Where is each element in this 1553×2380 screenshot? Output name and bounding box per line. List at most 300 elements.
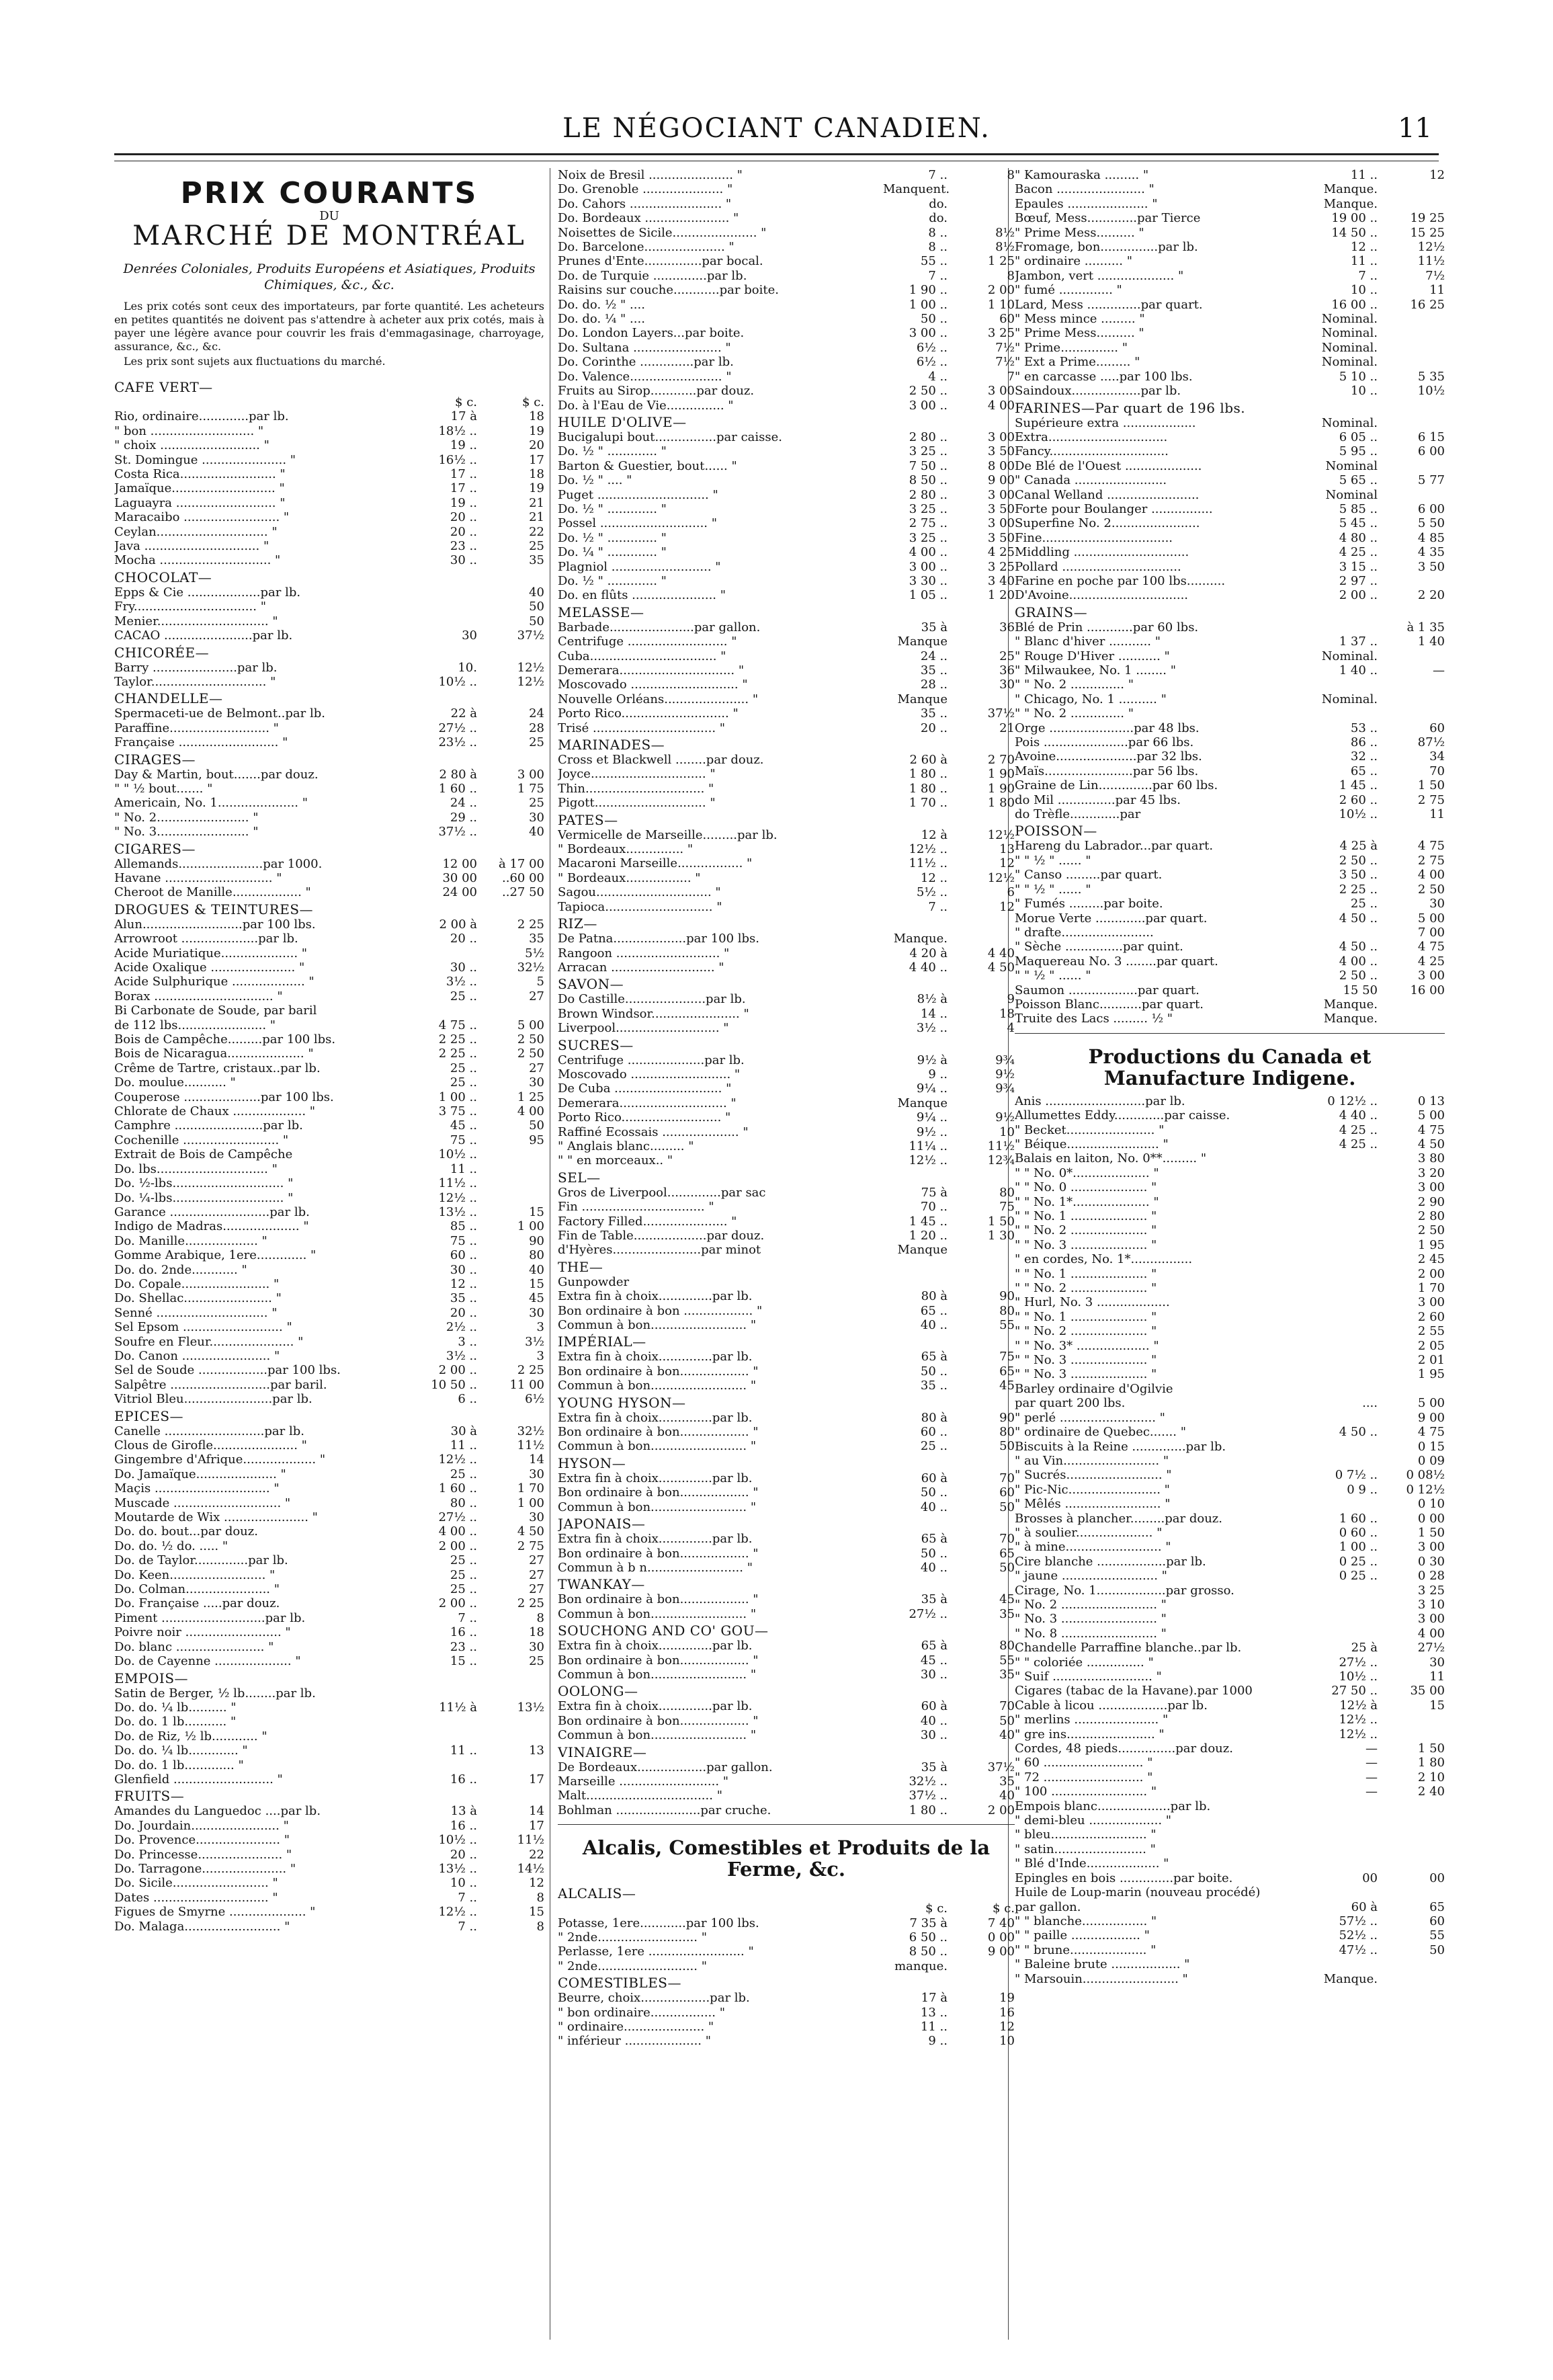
price-low: 7 50 .. bbox=[909, 458, 948, 473]
price-row bbox=[1015, 341, 1445, 355]
price-row bbox=[558, 1901, 1015, 1916]
item-label: Do. Malaga......................... " bbox=[114, 1919, 290, 1934]
header-rule bbox=[114, 153, 1439, 161]
item-label: Senné ............................. " bbox=[114, 1305, 278, 1320]
price-high: 1 50 bbox=[1417, 1525, 1445, 1540]
price-row bbox=[114, 553, 544, 567]
price-low: Nominal. bbox=[1321, 649, 1378, 663]
item-label: Saindoux..................par lb. bbox=[1015, 384, 1181, 399]
item-label: Bon ordinaire à bon.................. " bbox=[558, 1485, 759, 1500]
price-row bbox=[558, 1485, 1015, 1500]
price-low: — bbox=[1366, 1770, 1378, 1784]
price-row bbox=[114, 1743, 544, 1758]
item-label: Canelle ..........................par lb. bbox=[114, 1424, 304, 1438]
price-row bbox=[1015, 326, 1445, 340]
price-row bbox=[558, 2020, 1015, 2034]
price-high: 25 bbox=[529, 735, 544, 750]
price-row bbox=[558, 1653, 1015, 1668]
price-high: 1 90 bbox=[987, 781, 1015, 796]
price-high: 2 00 bbox=[987, 283, 1015, 298]
item-label: Marseille .......................... " bbox=[558, 1774, 729, 1789]
price-high: 36 bbox=[999, 620, 1015, 634]
price-low: 4 25 .. bbox=[1339, 1137, 1378, 1151]
price-row bbox=[114, 735, 544, 749]
price-low: 11½ .. bbox=[909, 856, 948, 871]
item-label: " Suif .......................... " bbox=[1015, 1670, 1162, 1684]
item-label: Brosses à plancher.........par douz. bbox=[1015, 1511, 1222, 1526]
price-low: 20 .. bbox=[920, 721, 948, 735]
price-row bbox=[114, 424, 544, 438]
price-low: 30 à bbox=[450, 1424, 477, 1438]
price-low: Manque. bbox=[893, 932, 948, 946]
price-row bbox=[558, 828, 1015, 842]
price-row bbox=[114, 1876, 544, 1890]
price-high: 4 50 bbox=[987, 960, 1015, 975]
price-row bbox=[1015, 997, 1445, 1012]
price-low: 8½ à bbox=[917, 992, 948, 1007]
price-low: — bbox=[1366, 1784, 1378, 1799]
price-row bbox=[114, 721, 544, 735]
item-label: Do. Française .....par douz. bbox=[114, 1596, 280, 1611]
price-high: 14½ bbox=[517, 1861, 544, 1876]
price-low: 47½ .. bbox=[1339, 1942, 1378, 1957]
price-row bbox=[114, 1205, 544, 1219]
price-row bbox=[1015, 1123, 1445, 1137]
item-label: " No. 8 ......................... " bbox=[1015, 1626, 1167, 1641]
price-row bbox=[1015, 1108, 1445, 1122]
price-low: 45 .. bbox=[450, 1118, 477, 1133]
item-label: " Sèche ...............par quint. bbox=[1015, 940, 1183, 954]
price-low: 2 00 .. bbox=[438, 1538, 477, 1553]
price-row bbox=[114, 510, 544, 524]
price-row bbox=[558, 856, 1015, 870]
item-label: " " No. 1*.................... " bbox=[1015, 1194, 1159, 1209]
item-label: Soufre en Fleur...................... " bbox=[114, 1334, 304, 1349]
price-row bbox=[114, 1335, 544, 1349]
price-low: 17 à bbox=[450, 409, 477, 424]
price-high: 17 bbox=[529, 1818, 544, 1833]
price-high: 21 bbox=[999, 721, 1015, 735]
price-row bbox=[1015, 1440, 1445, 1454]
price-low: Manque bbox=[897, 634, 948, 649]
price-high: 3 10 bbox=[1417, 1597, 1445, 1612]
price-high: 17 bbox=[529, 1772, 544, 1787]
item-label: " No. 2........................ " bbox=[114, 810, 259, 825]
price-high: 8 bbox=[1007, 168, 1015, 182]
price-high: 3 50 bbox=[987, 444, 1015, 459]
price-row bbox=[114, 960, 544, 975]
item-label: Commun à bon......................... " bbox=[558, 1439, 757, 1454]
price-high: 50 bbox=[529, 600, 544, 614]
price-low: 50 .. bbox=[920, 312, 948, 327]
section-title: SEL— bbox=[558, 1169, 601, 1186]
section-rule bbox=[558, 1824, 1015, 1825]
price-row bbox=[558, 298, 1015, 312]
item-label: Barley ordinaire d'Ogilvie bbox=[1015, 1381, 1173, 1396]
item-label: " Canso .........par quart. bbox=[1015, 868, 1163, 883]
item-label: " Kamouraska ......... " bbox=[1015, 168, 1149, 182]
price-row bbox=[114, 1090, 544, 1104]
item-label: Extra fin à choix..............par lb. bbox=[558, 1289, 753, 1304]
item-label: " " paille .................. " bbox=[1015, 1928, 1150, 1943]
price-row bbox=[558, 1411, 1015, 1425]
section-title: MARINADES— bbox=[558, 737, 665, 753]
price-row bbox=[1015, 1856, 1445, 1871]
price-row bbox=[1015, 620, 1445, 634]
price-high: 7½ bbox=[995, 355, 1015, 370]
price-low: Manque. bbox=[1323, 997, 1378, 1012]
price-low: 12 .. bbox=[920, 870, 948, 885]
price-row bbox=[114, 1804, 544, 1818]
price-low: 3½ .. bbox=[916, 1021, 948, 1036]
price-list bbox=[1015, 1094, 1445, 1986]
section-title: CIGARES— bbox=[114, 840, 196, 857]
price-high: 6½ bbox=[525, 1392, 544, 1407]
item-label: Prunes d'Ente...............par bocal. bbox=[558, 254, 763, 269]
price-high: 22 bbox=[529, 1847, 544, 1862]
price-low: 2 97 .. bbox=[1339, 573, 1378, 588]
price-high: 25 bbox=[529, 539, 544, 554]
price-high: 9½ bbox=[995, 1110, 1015, 1125]
price-high: 32½ bbox=[517, 960, 544, 975]
price-low: 5 10 .. bbox=[1339, 369, 1378, 384]
item-label: " " No. 0*.................... " bbox=[1015, 1165, 1159, 1180]
item-label: " " ½ bout....... " bbox=[114, 781, 213, 796]
price-low: 60 .. bbox=[920, 1425, 948, 1440]
item-label: " en cordes, No. 1*................ bbox=[1015, 1252, 1193, 1267]
item-label: Muscade ............................ " bbox=[114, 1495, 291, 1510]
price-high: 2 50 bbox=[1417, 1223, 1445, 1238]
price-high: 2 20 bbox=[1417, 588, 1445, 603]
price-high: 8 bbox=[536, 1919, 544, 1934]
price-low: Manque bbox=[897, 1243, 948, 1258]
item-label: Epingles en bois ..............par boite. bbox=[1015, 1871, 1233, 1885]
item-label: Do. Canon ....................... " bbox=[114, 1348, 280, 1363]
price-row bbox=[1015, 649, 1445, 663]
price-high: 19 bbox=[999, 1991, 1015, 2006]
price-high: 3 00 bbox=[1417, 1295, 1445, 1310]
price-low: 75 .. bbox=[450, 1233, 477, 1248]
item-label: Centrifuge ....................par lb. bbox=[558, 1053, 745, 1067]
item-label: " satin........................ " bbox=[1015, 1842, 1156, 1856]
item-label: Fancy............................... bbox=[1015, 444, 1169, 459]
price-row bbox=[558, 1803, 1015, 1817]
price-high: 28 bbox=[529, 721, 544, 735]
price-low: 5½ .. bbox=[916, 885, 948, 900]
price-low: 12½ à bbox=[1339, 1698, 1378, 1713]
price-row bbox=[1015, 692, 1445, 706]
price-high: 40 bbox=[999, 1789, 1015, 1803]
price-low: 55 .. bbox=[920, 254, 948, 269]
price-row bbox=[558, 1304, 1015, 1318]
price-high: 2 55 bbox=[1417, 1324, 1445, 1339]
price-row bbox=[1015, 560, 1445, 574]
price-high: 37½ bbox=[517, 628, 544, 643]
price-row bbox=[558, 459, 1015, 473]
price-high: 60 bbox=[999, 1485, 1015, 1500]
item-label: par quart 200 lbs. bbox=[1015, 1396, 1126, 1411]
price-row bbox=[558, 1110, 1015, 1124]
item-label: " " No. 2 .............. " bbox=[1015, 706, 1134, 721]
price-high: $ c. bbox=[993, 1901, 1015, 1916]
item-label: Bois de Campêche.........par 100 lbs. bbox=[114, 1032, 336, 1047]
price-row bbox=[558, 1364, 1015, 1379]
price-row bbox=[1015, 1454, 1445, 1468]
price-low: 2 00 à bbox=[439, 917, 477, 932]
price-low: 3 15 .. bbox=[1339, 559, 1378, 574]
item-label: Fin ................................ " bbox=[558, 1200, 714, 1215]
price-row bbox=[558, 1139, 1015, 1153]
price-high: 4 40 bbox=[987, 946, 1015, 960]
price-low: 0 9 .. bbox=[1347, 1482, 1378, 1497]
price-high: — bbox=[1433, 663, 1445, 678]
item-label: " Mêlés ......................... " bbox=[1015, 1497, 1171, 1512]
price-low: 24 .. bbox=[920, 649, 948, 663]
price-low: 12 00 bbox=[442, 856, 477, 871]
price-row bbox=[558, 1607, 1015, 1621]
item-label: Alun..........................par 100 lbs. bbox=[114, 917, 316, 932]
price-row bbox=[114, 1758, 544, 1772]
price-low: 10½ .. bbox=[438, 674, 477, 689]
price-high: 80 bbox=[529, 1248, 544, 1263]
price-low: 65 à bbox=[921, 1532, 948, 1547]
price-high: 3 00 bbox=[1417, 1180, 1445, 1195]
item-label: Cordes, 48 pieds...............par douz. bbox=[1015, 1741, 1233, 1756]
price-row bbox=[114, 1654, 544, 1668]
price-low: $ c. bbox=[925, 1901, 948, 1916]
item-label: Perlasse, 1ere ......................... " bbox=[558, 1944, 754, 1959]
item-label: " " No. 1 .................... " bbox=[1015, 1266, 1157, 1281]
price-low: 10 .. bbox=[1350, 384, 1378, 399]
item-label: Extra fin à choix..............par lb. bbox=[558, 1532, 753, 1547]
item-label: Satin de Berger, ½ lb........par lb. bbox=[114, 1686, 316, 1700]
price-high: 70 bbox=[999, 1532, 1015, 1547]
price-high: 50 bbox=[999, 1500, 1015, 1514]
price-low: 37½ .. bbox=[438, 825, 477, 839]
price-high: 8½ bbox=[995, 225, 1015, 240]
price-high: 3 00 bbox=[1417, 969, 1445, 983]
item-label: Bon ordinaire à bon.................. " bbox=[558, 1364, 759, 1379]
item-label: Orge ......................par 48 lbs. bbox=[1015, 721, 1200, 735]
price-low: 10½ .. bbox=[438, 1147, 477, 1162]
price-low: 4 00 .. bbox=[438, 1524, 477, 1539]
item-label: " demi-bleu ................... " bbox=[1015, 1813, 1172, 1828]
item-label: " Becket....................... " bbox=[1015, 1122, 1165, 1137]
price-low: 28 .. bbox=[920, 678, 948, 692]
item-label: " Blanc d'hiver ........... " bbox=[1015, 634, 1161, 649]
item-label: Barry ......................par lb. bbox=[114, 660, 278, 675]
price-low: 19 00 .. bbox=[1331, 211, 1378, 226]
price-low: 65 .. bbox=[920, 1303, 948, 1318]
price-low: 3 00 .. bbox=[909, 326, 948, 341]
price-list bbox=[114, 379, 544, 1934]
price-high: 3½ bbox=[525, 1334, 544, 1349]
price-high: 27 bbox=[529, 1582, 544, 1597]
item-label: Paraffine.......................... " bbox=[114, 721, 279, 735]
price-high: 45 bbox=[999, 1379, 1015, 1393]
price-high: 11 bbox=[1429, 807, 1445, 822]
item-label: " 2nde.......................... " bbox=[558, 1930, 707, 1944]
price-high: 4 75 bbox=[1417, 839, 1445, 854]
price-row bbox=[114, 467, 544, 481]
item-label: Do. do. 2nde............ " bbox=[114, 1262, 247, 1277]
item-label: " au Vin......................... " bbox=[1015, 1453, 1169, 1468]
price-high: 37½ bbox=[987, 1760, 1015, 1774]
price-high: 7 40 bbox=[987, 1916, 1015, 1930]
price-low: 6½ .. bbox=[916, 355, 948, 370]
price-low: 35 .. bbox=[920, 663, 948, 678]
price-high: 2 50 bbox=[517, 1047, 544, 1061]
price-row bbox=[558, 1318, 1015, 1332]
item-label: " Blé d'Inde................... " bbox=[1015, 1856, 1169, 1871]
item-label: Fry................................ " bbox=[114, 600, 266, 614]
publication-title: LE NÉGOCIANT CANADIEN. bbox=[562, 113, 991, 144]
price-high: 60 bbox=[1429, 1914, 1445, 1928]
item-label: " Sucrés......................... " bbox=[1015, 1468, 1172, 1483]
price-low: 11 .. bbox=[1350, 168, 1378, 182]
price-row bbox=[558, 226, 1015, 240]
price-low: 1 00 .. bbox=[909, 297, 948, 312]
price-high: 80 bbox=[999, 1639, 1015, 1653]
price-row bbox=[1015, 1813, 1445, 1828]
price-low: 20 .. bbox=[450, 510, 477, 525]
item-label: Epps & Cie ...................par lb. bbox=[114, 585, 301, 600]
price-low: 2 80 .. bbox=[909, 429, 948, 444]
price-high: 11½ bbox=[987, 1139, 1015, 1153]
item-label: Middling .............................. bbox=[1015, 545, 1189, 560]
item-label: Do Castille.....................par lb. bbox=[558, 992, 746, 1007]
item-label: d'Hyères.......................par minot bbox=[558, 1243, 761, 1258]
price-high: 55 bbox=[999, 1318, 1015, 1333]
price-high: 12½ bbox=[987, 827, 1015, 842]
price-row bbox=[1015, 1612, 1445, 1626]
price-high: 21 bbox=[529, 495, 544, 510]
masthead-title: PRIX COURANTS bbox=[180, 176, 478, 210]
price-row bbox=[114, 1848, 544, 1862]
price-row bbox=[1015, 1223, 1445, 1237]
price-row bbox=[1015, 1497, 1445, 1511]
item-label: Salpêtre ..........................par baril. bbox=[114, 1377, 327, 1392]
price-row bbox=[1015, 516, 1445, 530]
item-label: Do. Barcelone..................... " bbox=[558, 240, 734, 255]
price-high: 30 bbox=[529, 1305, 544, 1320]
price-high: 12½ bbox=[987, 870, 1015, 885]
price-row bbox=[1015, 1972, 1445, 1986]
price-notice bbox=[114, 300, 544, 368]
item-label: Rio, ordinaire.............par lb. bbox=[114, 409, 289, 424]
price-row bbox=[114, 585, 544, 600]
price-low: 11 .. bbox=[450, 1743, 477, 1758]
price-row bbox=[1015, 459, 1445, 473]
price-low: 24 00 bbox=[442, 885, 477, 900]
item-label: " jaune ......................... " bbox=[1015, 1569, 1167, 1584]
price-high: 14 bbox=[529, 1452, 544, 1467]
price-low: 12 .. bbox=[450, 1276, 477, 1291]
section-title: VINAIGRE— bbox=[558, 1743, 647, 1760]
item-label: Commun à bon......................... " bbox=[558, 1500, 757, 1514]
price-row bbox=[114, 706, 544, 721]
price-high: 4 50 bbox=[1417, 1137, 1445, 1151]
section-title: HYSON— bbox=[558, 1454, 626, 1471]
price-high: 4 35 bbox=[1417, 545, 1445, 560]
price-row bbox=[558, 545, 1015, 559]
price-row bbox=[1015, 1324, 1445, 1338]
item-label: " " coloriée ............... " bbox=[1015, 1655, 1154, 1670]
price-low: 4 25 .. bbox=[1339, 545, 1378, 560]
price-row bbox=[1015, 854, 1445, 868]
price-row bbox=[114, 768, 544, 782]
price-row bbox=[114, 1234, 544, 1248]
price-row bbox=[114, 946, 544, 960]
price-high: 15 bbox=[529, 1204, 544, 1219]
price-high: 25 bbox=[529, 1654, 544, 1669]
item-label: Americain, No. 1..................... " bbox=[114, 796, 308, 811]
price-high: 6 15 bbox=[1417, 429, 1445, 444]
price-row bbox=[558, 1592, 1015, 1606]
section-title: EMPOIS— bbox=[114, 1670, 189, 1686]
price-high: 12 bbox=[999, 856, 1015, 871]
price-row bbox=[114, 975, 544, 989]
price-low: 12½ .. bbox=[438, 1452, 477, 1467]
price-low: 1 00 .. bbox=[1339, 1540, 1378, 1555]
price-low: 50 .. bbox=[920, 1364, 948, 1379]
price-row bbox=[558, 620, 1015, 634]
price-low: 6 50 .. bbox=[909, 1930, 948, 1944]
price-high: 4 00 bbox=[517, 1104, 544, 1119]
item-label: Acide Muriatique.................... " bbox=[114, 946, 308, 960]
price-row bbox=[558, 430, 1015, 444]
price-row bbox=[1015, 926, 1445, 940]
price-row bbox=[558, 2006, 1015, 2020]
price-high: 70 bbox=[999, 1471, 1015, 1485]
section-title: COMESTIBLES— bbox=[558, 1975, 681, 1992]
item-label: Poisson Blanc...........par quart. bbox=[1015, 997, 1204, 1012]
price-row bbox=[558, 946, 1015, 960]
price-row bbox=[114, 782, 544, 796]
price-row bbox=[1015, 312, 1445, 326]
price-low: do. bbox=[929, 196, 948, 211]
price-row bbox=[1015, 1784, 1445, 1799]
item-label: Demerara............................ " bbox=[558, 1096, 737, 1110]
item-label: Do. Sultana ....................... " bbox=[558, 340, 731, 355]
price-row bbox=[1015, 1655, 1445, 1670]
price-high: 12 bbox=[999, 2020, 1015, 2035]
item-label: " Marsouin......................... " bbox=[1015, 1971, 1188, 1986]
price-high: 2 00 bbox=[987, 1803, 1015, 1817]
price-row bbox=[1015, 1713, 1445, 1727]
price-low: 30 .. bbox=[450, 1262, 477, 1277]
item-label: Factory Filled...................... " bbox=[558, 1214, 737, 1229]
item-label: Potasse, 1ere............par 100 lbs. bbox=[558, 1916, 759, 1930]
price-high: 12½ bbox=[1417, 240, 1445, 255]
price-row bbox=[114, 1306, 544, 1320]
column-3 bbox=[1015, 168, 1445, 2353]
price-low: 17 à bbox=[921, 1991, 948, 2006]
section-title: HUILE D'OLIVE— bbox=[558, 413, 687, 430]
item-label: Centrifuge .......................... " bbox=[558, 634, 737, 649]
price-row bbox=[1015, 384, 1445, 398]
item-label: Moscovado .......................... " bbox=[558, 1067, 741, 1081]
price-row bbox=[114, 539, 544, 553]
price-row bbox=[558, 634, 1015, 649]
price-high: 0 30 bbox=[1417, 1554, 1445, 1569]
price-low: 1 60 .. bbox=[1339, 1511, 1378, 1526]
price-low: 8 .. bbox=[928, 225, 948, 240]
item-label: " Milwaukee, No. 1 ........ " bbox=[1015, 663, 1176, 678]
section-title: CAFE VERT— bbox=[114, 379, 213, 395]
price-row bbox=[1015, 211, 1445, 225]
price-high: 11½ bbox=[1417, 254, 1445, 269]
